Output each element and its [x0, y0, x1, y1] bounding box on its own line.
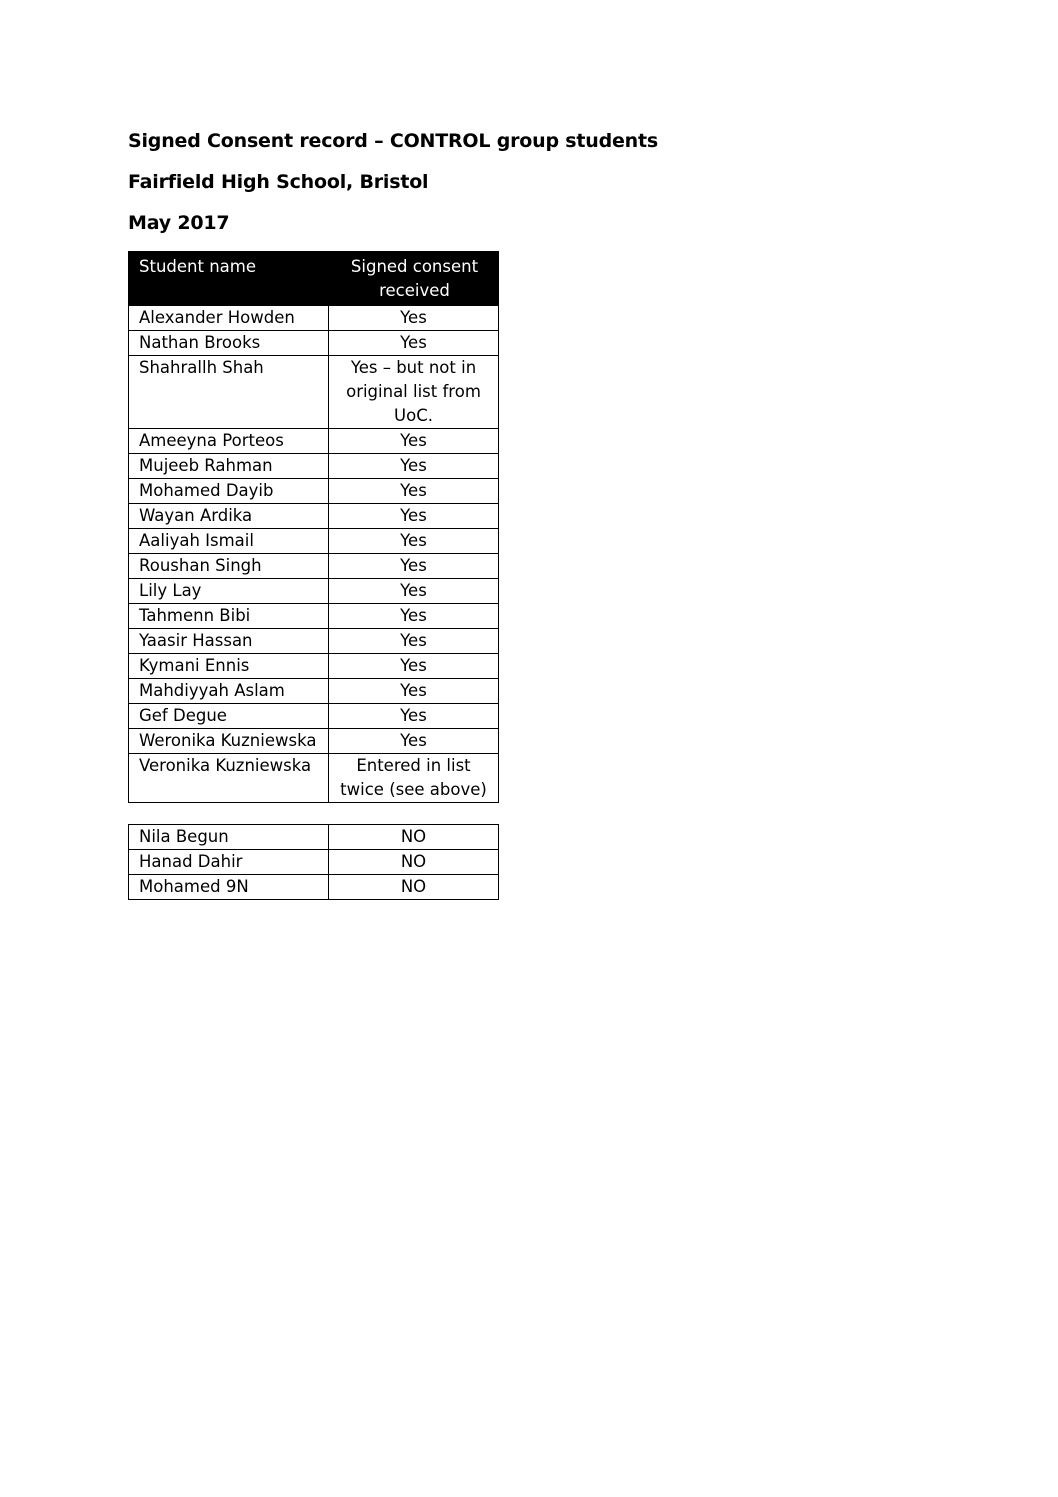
table-row [129, 729, 499, 754]
table-row [129, 875, 499, 900]
table-row [129, 356, 499, 429]
table-row [129, 654, 499, 679]
student-name-cell: Mohamed Dayib [129, 479, 329, 504]
student-name-cell: Nathan Brooks [129, 331, 329, 356]
consent-status-cell: Yes [329, 529, 499, 554]
consent-status-cell: Yes [329, 654, 499, 679]
consent-table [128, 251, 499, 803]
student-name-cell: Mahdiyyah Aslam [129, 679, 329, 704]
consent-status-cell: Yes [329, 454, 499, 479]
student-name-cell: Alexander Howden [129, 306, 329, 331]
consent-table-header [129, 252, 499, 306]
table-row [129, 825, 499, 850]
consent-status-cell: NO [329, 875, 499, 900]
consent-status-cell: Yes [329, 679, 499, 704]
consent-status-cell: Yes [329, 331, 499, 356]
student-name-cell: Mohamed 9N [129, 875, 329, 900]
table-row [129, 604, 499, 629]
consent-status-cell: NO [329, 850, 499, 875]
consent-status-cell: NO [329, 825, 499, 850]
no-consent-table [128, 824, 499, 900]
consent-status-cell: Yes [329, 479, 499, 504]
consent-status-cell: Yes [329, 554, 499, 579]
student-name-cell: Ameeyna Porteos [129, 429, 329, 454]
student-name-cell: Kymani Ennis [129, 654, 329, 679]
table-row [129, 504, 499, 529]
table-row [129, 331, 499, 356]
table-row [129, 529, 499, 554]
student-name-cell: Tahmenn Bibi [129, 604, 329, 629]
table-row [129, 629, 499, 654]
consent-status-cell: Yes [329, 604, 499, 629]
consent-status-cell: Yes [329, 429, 499, 454]
student-name-cell: Yaasir Hassan [129, 629, 329, 654]
header-student-name: Student name [129, 252, 329, 306]
consent-table-body [129, 306, 499, 803]
table-row [129, 554, 499, 579]
table-row [129, 454, 499, 479]
school-name: Fairfield High School, Bristol [128, 171, 429, 193]
consent-status-cell: Entered in list twice (see above) [329, 754, 499, 803]
consent-status-cell: Yes [329, 629, 499, 654]
consent-status-cell: Yes [329, 579, 499, 604]
consent-status-cell: Yes – but not in original list from UoC. [329, 356, 499, 429]
student-name-cell: Lily Lay [129, 579, 329, 604]
no-consent-table-body [129, 825, 499, 900]
consent-status-cell: Yes [329, 704, 499, 729]
student-name-cell: Nila Begun [129, 825, 329, 850]
student-name-cell: Wayan Ardika [129, 504, 329, 529]
student-name-cell: Mujeeb Rahman [129, 454, 329, 479]
table-row [129, 479, 499, 504]
consent-status-cell: Yes [329, 306, 499, 331]
student-name-cell: Aaliyah Ismail [129, 529, 329, 554]
document-date: May 2017 [128, 212, 230, 234]
table-row [129, 754, 499, 803]
student-name-cell: Weronika Kuzniewska [129, 729, 329, 754]
table-row [129, 679, 499, 704]
student-name-cell: Roushan Singh [129, 554, 329, 579]
table-row [129, 704, 499, 729]
header-signed-consent: Signed consent received [329, 252, 499, 306]
document-title: Signed Consent record – CONTROL group students [128, 130, 658, 152]
student-name-cell: Veronika Kuzniewska [129, 754, 329, 803]
student-name-cell: Gef Degue [129, 704, 329, 729]
table-row [129, 579, 499, 604]
consent-status-cell: Yes [329, 504, 499, 529]
student-name-cell: Shahrallh Shah [129, 356, 329, 429]
header-row [129, 252, 499, 306]
consent-status-cell: Yes [329, 729, 499, 754]
table-row [129, 850, 499, 875]
table-row [129, 306, 499, 331]
student-name-cell: Hanad Dahir [129, 850, 329, 875]
table-row [129, 429, 499, 454]
